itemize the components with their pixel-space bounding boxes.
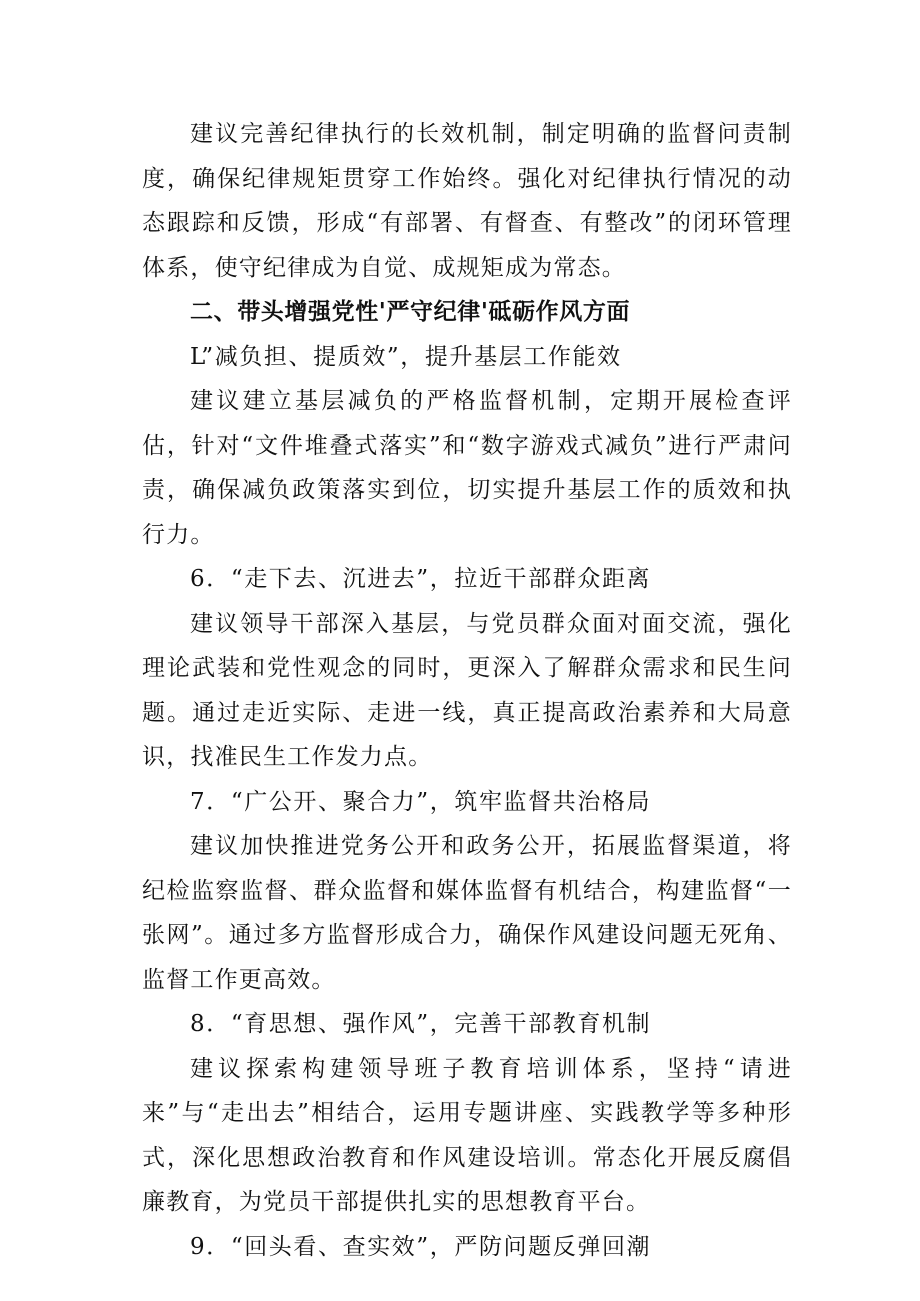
paragraph-8: 建议探索构建领导班子教育培训体系，坚持“请进来”与“走出去”相结合，运用专题讲座、实践教学等多种形式，深化思想政治教育和作风建设培训。常态化开展反腐倡廉教育，为党员干部提供扎实的思想教育平台。 (142, 1055, 792, 1215)
document-body (142, 112, 792, 1269)
paragraph-6: 建议领导干部深入基层，与党员群众面对面交流，强化理论武装和党性观念的同时，更深入了解群众需求和民生问题。通过走近实际、走进一线，真正提高政治素养和大局意识，找准民生工作发力点。 (142, 610, 792, 770)
subheading-6: 6．“走下去、沉进去”，拉近干部群众距离 (190, 566, 652, 592)
subheading-9: 9．“回头看、查实效”，严防问题反弹回潮 (190, 1233, 652, 1260)
paragraph-7: 建议加快推进党务公开和政务公开，拓展监督渠道，将纪检监察监督、群众监督和媒体监督有机结合，构建监督“一张网”。通过多方监督形成合力，确保作风建设问题无死角、监督工作更高效。 (142, 833, 792, 993)
subheading-reduce-burden: L”减负担、提质效”，提升基层工作能效 (190, 343, 622, 370)
paragraph-reduce-burden: 建议建立基层减负的严格监督机制，定期开展检查评估，针对“文件堆叠式落实”和“数字游戏式减负”进行严肃问责，确保减负政策落实到位，切实提升基层工作的质效和执行力。 (142, 388, 792, 548)
subheading-8: 8．“育思想、强作风”，完善干部教育机制 (190, 1011, 652, 1037)
section-heading-two: 二、带头增强党性'严守纪律'砥砺作风方面 (190, 299, 631, 325)
paragraph-discipline-mechanism: 建议完善纪律执行的长效机制，制定明确的监督问责制度，确保纪律规矩贯穿工作始终。强化对纪律执行情况的动态跟踪和反馈，形成“有部署、有督查、有整改”的闭环管理体系，使守纪律成为自觉、成规矩成为常态。 (142, 121, 792, 281)
subheading-7: 7．“广公开、聚合力”，筑牢监督共治格局 (190, 788, 652, 815)
